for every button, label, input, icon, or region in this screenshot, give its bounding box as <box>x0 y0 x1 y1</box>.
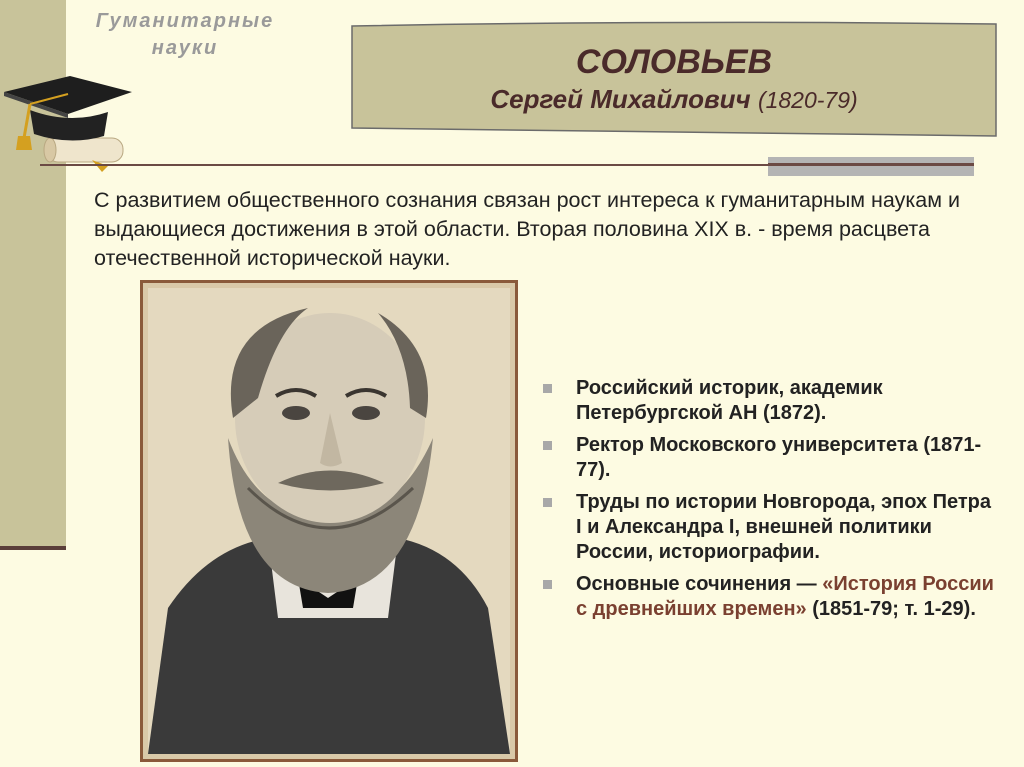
person-fullname-line <box>490 82 857 117</box>
intro-paragraph: С развитием общественного сознания связан рост интереса к гуманитарным наукам и выдающиеся достижения в этой области. Вторая половина XIX в. - время расцвета отечественной исторической науки. <box>94 188 960 270</box>
bullet-text-suffix: (1851-79; т. 1-29). <box>812 598 976 620</box>
bullet-text: Ректор Московского университета (1871-77). <box>576 434 982 481</box>
person-years: (1820-79) <box>757 86 858 113</box>
portrait-frame <box>140 280 518 762</box>
person-name: СОЛОВЬЕВ <box>575 42 773 81</box>
bullet-square-icon <box>543 580 552 589</box>
work-title: «История России с древнейших времен» <box>576 573 994 620</box>
bullet-list <box>540 376 1000 629</box>
bullet-text: Российский историк, академик Петербургской АН (1872). <box>576 377 883 424</box>
section-label-line2: науки <box>151 37 219 59</box>
side-rule <box>0 546 66 550</box>
list-item <box>540 572 1000 622</box>
bullet-square-icon <box>543 441 552 450</box>
bullet-square-icon <box>543 498 552 507</box>
portrait <box>143 283 515 759</box>
section-label-line1: Гуманитарные <box>95 10 275 32</box>
list-item <box>540 376 1000 426</box>
section-label <box>70 8 300 62</box>
portrait-engraving <box>148 288 510 754</box>
list-item <box>540 433 1000 483</box>
graduation-cap-icon <box>0 70 140 175</box>
gray-accent-bar <box>768 157 974 176</box>
person-fullname: Сергей Михайлович <box>490 83 751 114</box>
bullet-square-icon <box>543 384 552 393</box>
title-box <box>350 20 998 138</box>
list-item <box>540 490 1000 565</box>
bullet-text-prefix: Основные сочинения — <box>576 573 817 595</box>
bullet-text: Труды по истории Новгорода, эпох Петра I и Александра I, внешней политики России, историографии. <box>576 491 991 563</box>
gray-accent-line <box>768 163 974 166</box>
